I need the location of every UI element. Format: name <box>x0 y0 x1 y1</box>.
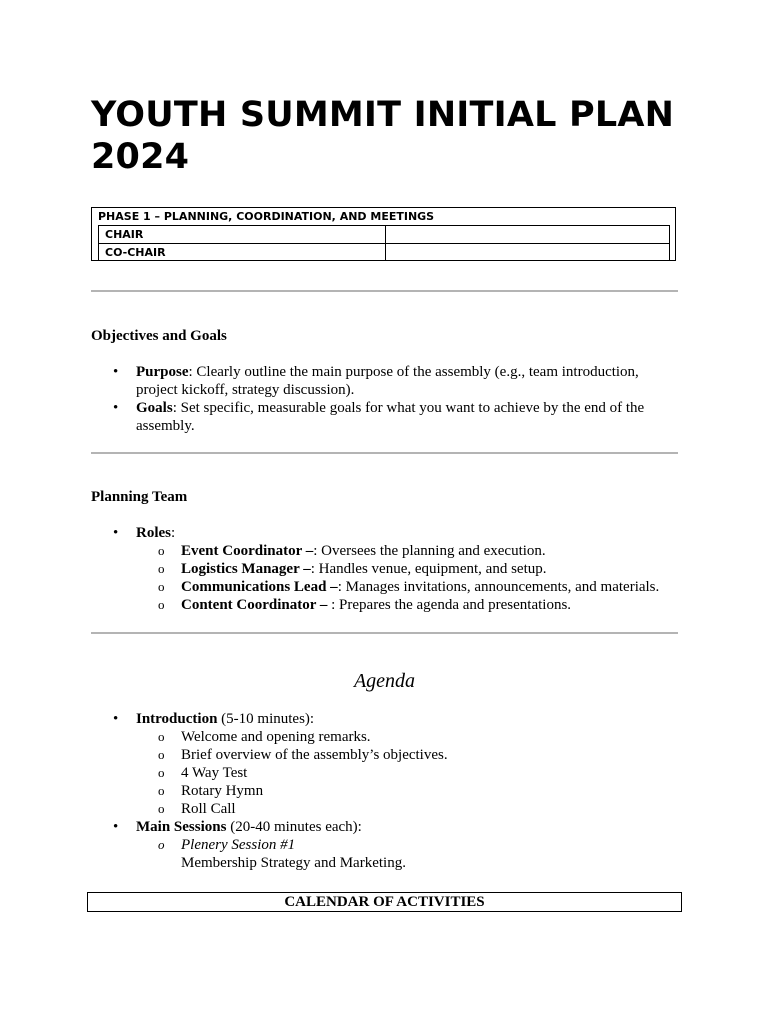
sub-bullet-icon: o <box>158 747 165 762</box>
sub-bullet-icon: o <box>158 783 165 798</box>
agenda-sub-text: Roll Call <box>181 801 236 817</box>
roles-colon: : <box>171 525 176 541</box>
bullet-icon: • <box>113 819 119 835</box>
list-item-goals <box>91 399 678 435</box>
agenda-sub-item <box>136 746 678 764</box>
role-term: Communications Lead – <box>181 579 338 595</box>
agenda-sub-text: Rotary Hymn <box>181 783 264 799</box>
agenda-sub-text: 4 Way Test <box>181 765 248 781</box>
phase-table <box>91 207 676 261</box>
sub-bullet-icon: o <box>158 579 165 594</box>
list-item-roles <box>91 524 678 614</box>
role-term: Event Coordinator – <box>181 543 314 559</box>
agenda-sub-item <box>136 728 678 746</box>
objectives-heading: Objectives and Goals <box>91 328 227 344</box>
role-term: Content Coordinator – <box>181 597 328 613</box>
main-sessions-term: Main Sessions <box>136 819 227 835</box>
role-item-event-coordinator <box>136 542 678 560</box>
agenda-sub-text: Brief overview of the assembly’s objectives. <box>181 747 448 763</box>
divider <box>91 632 678 634</box>
agenda-heading: Agenda <box>353 670 416 692</box>
chair-label: CHAIR <box>105 228 144 241</box>
bullet-icon: • <box>113 711 119 727</box>
sub-bullet-icon: o <box>158 597 165 612</box>
table-row-chair <box>99 226 669 244</box>
sub-bullet-icon: o <box>158 729 165 744</box>
phase-title: PHASE 1 – PLANNING, COORDINATION, AND MEETINGS <box>98 210 435 223</box>
sub-bullet-icon: o <box>158 561 165 576</box>
sub-bullet-icon: o <box>158 765 165 780</box>
table-row-co-chair <box>99 244 669 261</box>
co-chair-value-cell[interactable] <box>385 244 669 261</box>
role-item-logistics-manager <box>136 560 678 578</box>
session-title: Plenery Session #1 <box>181 837 296 853</box>
divider <box>91 452 678 454</box>
goals-term: Goals <box>136 400 173 416</box>
roles-label: Roles <box>136 525 171 541</box>
session-description: Membership Strategy and Marketing. <box>181 855 406 871</box>
calendar-heading: CALENDAR OF ACTIVITIES <box>87 892 682 912</box>
list-item-main-sessions <box>91 818 678 872</box>
role-term: Logistics Manager – <box>181 561 311 577</box>
main-sessions-sublist <box>136 836 678 872</box>
chair-value-cell[interactable] <box>385 226 669 243</box>
sub-bullet-icon: o <box>158 837 165 852</box>
main-sessions-text: (20-40 minutes each): <box>226 819 362 835</box>
co-chair-label: CO-CHAIR <box>105 246 166 259</box>
sub-bullet-icon: o <box>158 543 165 558</box>
agenda-sub-item <box>136 782 678 800</box>
bullet-icon: • <box>113 525 119 541</box>
roles-sublist <box>136 542 678 614</box>
planning-team-heading: Planning Team <box>91 489 188 505</box>
agenda-sub-text: Welcome and opening remarks. <box>181 729 371 745</box>
agenda-sub-item <box>136 764 678 782</box>
bullet-icon: • <box>113 400 119 416</box>
document-title: YOUTH SUMMIT INITIAL PLAN 2024 <box>91 95 675 177</box>
divider <box>91 290 678 292</box>
list-item-introduction <box>91 710 678 818</box>
session-item <box>136 836 678 872</box>
sub-bullet-icon: o <box>158 801 165 816</box>
role-item-content-coordinator <box>136 596 678 614</box>
planning-team-list <box>91 524 678 614</box>
role-text: : Oversees the planning and execution. <box>313 543 546 559</box>
roles-table <box>98 225 670 261</box>
introduction-text: (5-10 minutes): <box>217 711 315 727</box>
agenda-list <box>91 710 678 872</box>
introduction-sublist <box>136 728 678 818</box>
list-item-purpose <box>91 363 678 399</box>
agenda-sub-item <box>136 800 678 818</box>
role-text: : Handles venue, equipment, and setup. <box>310 561 547 577</box>
purpose-text: : Clearly outline the main purpose of the assembly (e.g., team introduction, project kickoff, strategy discussion). <box>136 364 639 398</box>
objectives-list <box>91 363 678 435</box>
introduction-term: Introduction <box>136 711 218 727</box>
role-item-communications-lead <box>136 578 678 596</box>
role-text: : Prepares the agenda and presentations. <box>327 597 572 613</box>
purpose-term: Purpose <box>136 364 189 380</box>
bullet-icon: • <box>113 364 119 380</box>
role-text: : Manages invitations, announcements, and materials. <box>337 579 660 595</box>
goals-text: : Set specific, measurable goals for what you want to achieve by the end of the assembly. <box>136 400 645 434</box>
